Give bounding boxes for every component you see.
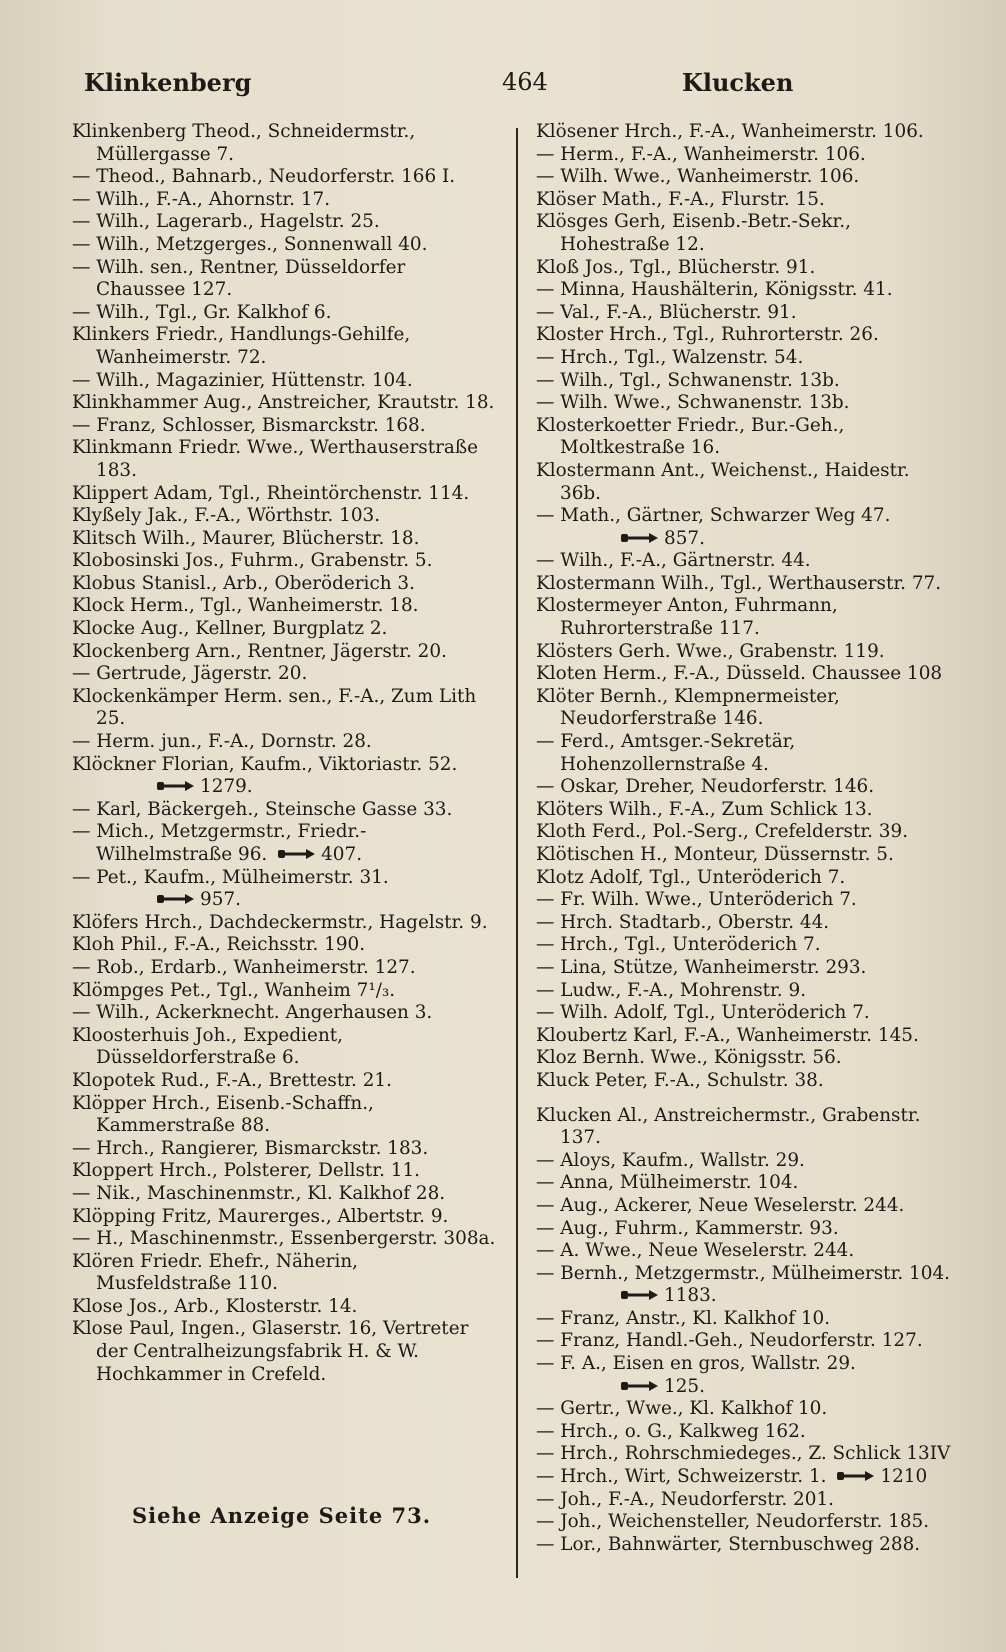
directory-entry <box>72 1296 498 1319</box>
entry-text: — Wilh., Metzgerges., Sonnenwall 40. <box>72 233 428 255</box>
column-divider <box>516 128 518 1578</box>
entry-text: — Hrch., Rohrschmiedeges., Z. Schlick 13IV <box>536 1443 951 1465</box>
directory-entry <box>536 889 954 912</box>
directory-entry <box>536 144 954 167</box>
directory-entry <box>536 1195 954 1218</box>
entry-text: Kloster Hrch., Tgl., Ruhrorterstr. 26. <box>536 324 879 346</box>
directory-entry <box>536 1025 954 1048</box>
entry-text: Klinkmann Friedr. Wwe., Werthauserstraße 183. <box>72 437 479 481</box>
entry-text: Klockenberg Arn., Rentner, Jägerstr. 20. <box>72 640 447 662</box>
directory-entry <box>536 415 954 460</box>
directory-entry <box>72 324 498 369</box>
entry-text: Klose Paul, Ingen., Glaserstr. 16, Vertreter der Centralheizungsfabrik H. & W. Hochkammer in Crefeld. <box>72 1318 469 1385</box>
entry-text: Klockenkämper Herm. sen., F.-A., Zum Lith 25. <box>72 685 477 730</box>
entry-text: — Aug., Ackerer, Neue Weselerstr. 244. <box>536 1194 905 1216</box>
entry-text: — Wilh. sen., Rentner, Düsseldorfer Chaussee 127. <box>72 256 406 301</box>
entry-text: Klinkers Friedr., Handlungs-Gehilfe, Wanheimerstr. 72. <box>72 324 411 368</box>
directory-entry <box>536 211 954 256</box>
directory-entry <box>72 1160 498 1183</box>
directory-entry <box>536 370 954 393</box>
entry-text: — Joh., Weichensteller, Neudorferstr. 185. <box>536 1511 930 1533</box>
directory-entry <box>72 1025 498 1070</box>
directory-entry <box>536 550 954 573</box>
directory-entry <box>72 595 498 618</box>
directory-entry <box>536 799 954 822</box>
directory-entry <box>536 776 954 799</box>
entry-text: Klömpges Pet., Tgl., Wanheim 7¹/₃. <box>72 979 396 1001</box>
entry-text: Klöpping Fritz, Maurerges., Albertstr. 9. <box>72 1205 449 1227</box>
entry-text: — Lor., Bahnwärter, Sternbuschweg 288. <box>536 1533 921 1555</box>
directory-entry <box>536 505 954 550</box>
directory-entry <box>536 595 954 640</box>
directory-entry <box>72 1183 498 1206</box>
entry-text: — Wilh., F.-A., Ahornstr. 17. <box>72 188 331 210</box>
section-gap <box>536 1093 954 1105</box>
entry-text: Klocke Aug., Kellner, Burgplatz 2. <box>72 618 388 640</box>
entry-text: — Bernh., Metzgermstr., Mülheimerstr. 104. <box>536 1262 950 1284</box>
entry-text: — Wilh., Magazinier, Hüttenstr. 104. <box>72 369 413 391</box>
phone-number: 1183. <box>664 1285 717 1307</box>
directory-entry <box>72 1138 498 1161</box>
phone-line <box>96 776 498 799</box>
telephone-icon <box>620 1288 660 1302</box>
entry-text: Klösener Hrch., F.-A., Wanheimerstr. 106. <box>536 121 924 142</box>
entry-text: — Fr. Wilh. Wwe., Unteröderich 7. <box>536 889 857 911</box>
directory-entry <box>536 980 954 1003</box>
entry-text: — Gertrude, Jägerstr. 20. <box>72 663 308 685</box>
entry-text: — Joh., F.-A., Neudorferstr. 201. <box>536 1488 835 1510</box>
entry-text: — Hrch., Rangierer, Bismarckstr. 183. <box>72 1137 429 1159</box>
entry-text: — Wilh., Tgl., Gr. Kalkhof 6. <box>72 301 332 323</box>
entry-text: — Rob., Erdarb., Wanheimerstr. 127. <box>72 956 416 978</box>
entry-text: — Ferd., Amtsger.-Sekretär, Hohenzollernstraße 4. <box>536 731 796 775</box>
entry-text: — A. Wwe., Neue Weselerstr. 244. <box>536 1240 855 1262</box>
entry-text: Klöpper Hrch., Eisenb.-Schaffn., Kammerstraße 88. <box>72 1092 374 1137</box>
directory-entry <box>72 731 498 754</box>
entry-text: — Wilh. Wwe., Schwanenstr. 13b. <box>536 392 850 414</box>
entry-text: Klobosinski Jos., Fuhrm., Grabenstr. 5. <box>72 550 433 572</box>
directory-entry <box>536 1443 954 1466</box>
entry-text: — Hrch., Tgl., Walzenstr. 54. <box>536 346 804 368</box>
directory-entry <box>536 1511 954 1534</box>
directory-entry <box>72 1002 498 1025</box>
phone-number: 1210 <box>880 1466 928 1488</box>
directory-entry <box>536 686 954 731</box>
telephone-icon <box>620 1379 660 1393</box>
directory-entry <box>72 618 498 641</box>
directory-entry <box>536 731 954 776</box>
phone-line <box>96 889 498 912</box>
entry-text: Klösters Gerh. Wwe., Grabenstr. 119. <box>536 640 885 662</box>
entry-text: Klöfers Hrch., Dachdeckermstr., Hagelstr. 9. <box>72 911 488 933</box>
entry-text: Klinkenberg Theod., Schneidermstr., Müllergasse 7. <box>72 121 416 165</box>
entry-text: — Wilh., Tgl., Schwanenstr. 13b. <box>536 369 840 391</box>
directory-entry <box>72 370 498 393</box>
directory-entry <box>72 799 498 822</box>
entry-text: — Herm. jun., F.-A., Dornstr. 28. <box>72 731 372 753</box>
entry-text: — Oskar, Dreher, Neudorferstr. 146. <box>536 776 875 798</box>
entry-text: Klören Friedr. Ehefr., Näherin, Musfeldstraße 110. <box>72 1250 359 1295</box>
directory-entry <box>536 844 954 867</box>
phone-number: 857. <box>664 527 705 549</box>
directory-entry <box>536 1330 954 1353</box>
directory-entry <box>536 302 954 325</box>
entry-text: — H., Maschinenmstr., Essenbergerstr. 308a. <box>72 1228 496 1250</box>
entry-text: — Anna, Mülheimerstr. 104. <box>536 1172 799 1194</box>
directory-entry <box>72 1228 498 1251</box>
entry-text: — Hrch. Stadtarb., Oberstr. 44. <box>536 911 830 933</box>
directory-entry <box>72 1318 498 1386</box>
directory-entry <box>72 1251 498 1296</box>
directory-entry <box>536 641 954 664</box>
entry-text: Klinkhammer Aug., Anstreicher, Krautstr. 18. <box>72 392 495 414</box>
entry-text: Kloosterhuis Joh., Expedient, Düsseldorferstraße 6. <box>72 1024 344 1069</box>
directory-entry <box>72 211 498 234</box>
directory-entry <box>72 166 498 189</box>
directory-entry <box>536 867 954 890</box>
directory-entry <box>72 550 498 573</box>
entry-text: Kloth Ferd., Pol.-Serg., Crefelderstr. 39. <box>536 821 909 843</box>
directory-entry <box>536 1172 954 1195</box>
directory-entry <box>536 934 954 957</box>
entry-text: — Franz, Schlosser, Bismarckstr. 168. <box>72 414 426 436</box>
directory-entry <box>536 957 954 980</box>
entry-text: Klöters Wilh., F.-A., Zum Schlick 13. <box>536 798 873 820</box>
entry-text: Klotz Adolf, Tgl., Unteröderich 7. <box>536 866 846 888</box>
directory-entry <box>536 1308 954 1331</box>
entry-text: Kluck Peter, F.-A., Schulstr. 38. <box>536 1069 824 1091</box>
entry-text: Klösges Gerh, Eisenb.-Betr.-Sekr., Hohestraße 12. <box>536 211 851 255</box>
directory-entry <box>72 415 498 438</box>
entry-text: Klucken Al., Anstreichermstr., Grabenstr. 137. <box>536 1104 921 1149</box>
phone-line <box>560 1376 954 1399</box>
directory-entry <box>536 257 954 280</box>
entry-text: — Nik., Maschinenmstr., Kl. Kalkhof 28. <box>72 1182 446 1204</box>
entry-text: Klostermann Ant., Weichenst., Haidestr. 36b. <box>536 459 910 504</box>
entry-text: — Wilh., Lagerarb., Hagelstr. 25. <box>72 211 380 233</box>
entry-text: — Karl, Bäckergeh., Steinsche Gasse 33. <box>72 798 453 820</box>
directory-entry <box>72 573 498 596</box>
right-column <box>536 121 954 1556</box>
directory-entry <box>72 121 498 166</box>
directory-entry <box>536 279 954 302</box>
directory-entry <box>72 980 498 1003</box>
directory-entry <box>72 528 498 551</box>
directory-entry <box>72 957 498 980</box>
entry-text: — Math., Gärtner, Schwarzer Weg 47. <box>536 505 891 527</box>
entry-text: — Aloys, Kaufm., Wallstr. 29. <box>536 1149 805 1171</box>
page-number: 464 <box>502 68 548 96</box>
phone-line <box>560 1285 954 1308</box>
directory-entry <box>536 1489 954 1512</box>
entry-text: — Lina, Stütze, Wanheimerstr. 293. <box>536 956 867 978</box>
directory-entry <box>72 686 498 731</box>
directory-entry <box>536 1105 954 1150</box>
phone-number: 407. <box>321 844 363 865</box>
entry-text: Kloubertz Karl, F.-A., Wanheimerstr. 145. <box>536 1024 919 1046</box>
directory-entry <box>536 821 954 844</box>
directory-entry <box>72 641 498 664</box>
directory-entry <box>536 166 954 189</box>
directory-entry <box>536 1466 954 1489</box>
directory-entry <box>536 573 954 596</box>
entry-text: — Wilh. Wwe., Wanheimerstr. 106. <box>536 166 860 188</box>
entry-text: — Franz, Anstr., Kl. Kalkhof 10. <box>536 1307 831 1329</box>
directory-entry <box>72 821 498 866</box>
directory-entry <box>536 663 954 686</box>
entry-text: Klopotek Rud., F.-A., Brettestr. 21. <box>72 1069 392 1091</box>
entry-text: Klyßely Jak., F.-A., Wörthstr. 103. <box>72 505 381 527</box>
directory-entry <box>536 1421 954 1444</box>
directory-entry <box>72 505 498 528</box>
directory-entry <box>536 121 954 144</box>
telephone-icon <box>620 531 660 545</box>
entry-text: — Hrch., o. G., Kalkweg 162. <box>536 1420 806 1442</box>
entry-text: Klöckner Florian, Kaufm., Viktoriastr. 52. <box>72 753 458 775</box>
entry-text: — Franz, Handl.-Geh., Neudorferstr. 127. <box>536 1330 923 1352</box>
entry-text: Klosterkoetter Friedr., Bur.-Geh., Moltkestraße 16. <box>536 414 845 459</box>
entry-text: — Minna, Haushälterin, Königsstr. 41. <box>536 279 893 301</box>
directory-entry <box>72 867 498 912</box>
directory-entry <box>536 1353 954 1398</box>
phone-number: 1279. <box>200 776 253 798</box>
directory-entry <box>536 1150 954 1173</box>
directory-entry <box>72 234 498 257</box>
entry-text: Klose Jos., Arb., Klosterstr. 14. <box>72 1295 358 1317</box>
telephone-icon <box>156 779 196 793</box>
entry-text: — Mich., Metzgermstr., Friedr.-Wilhelmstraße 96. <box>72 821 367 865</box>
directory-entry <box>536 1218 954 1241</box>
entry-text: — Hrch., Tgl., Unteröderich 7. <box>536 934 821 956</box>
entry-text: Kloß Jos., Tgl., Blücherstr. 91. <box>536 256 816 278</box>
directory-entry <box>536 1240 954 1263</box>
advertisement-note: Siehe Anzeige Seite 73. <box>132 1503 432 1528</box>
entry-text: — Val., F.-A., Blücherstr. 91. <box>536 301 797 323</box>
entry-text: — Wilh., F.-A., Gärtnerstr. 44. <box>536 550 811 572</box>
entry-text: — Gertr., Wwe., Kl. Kalkhof 10. <box>536 1398 828 1420</box>
entry-text: Klippert Adam, Tgl., Rheintörchenstr. 114. <box>72 482 470 504</box>
entry-text: — F. A., Eisen en gros, Wallstr. 29. <box>536 1353 856 1375</box>
directory-entry <box>72 663 498 686</box>
directory-entry <box>72 1206 498 1229</box>
entry-text: Kloppert Hrch., Polsterer, Dellstr. 11. <box>72 1160 421 1182</box>
header-right-keyword: Klucken <box>682 68 794 97</box>
directory-entry <box>72 302 498 325</box>
telephone-icon <box>277 847 317 861</box>
directory-entry <box>536 1070 954 1093</box>
telephone-icon <box>836 1469 876 1483</box>
phone-number: 125. <box>664 1375 705 1397</box>
entry-text: Klobus Stanisl., Arb., Oberöderich 3. <box>72 572 415 594</box>
directory-entry <box>72 483 498 506</box>
entry-text: — Hrch., Wirt, Schweizerstr. 1. <box>536 1466 827 1488</box>
telephone-icon <box>156 892 196 906</box>
entry-text: Kloten Herm., F.-A., Düsseld. Chaussee 108 <box>536 663 943 685</box>
directory-entry <box>536 324 954 347</box>
entry-text: — Theod., Bahnarb., Neudorferstr. 166 I. <box>72 166 456 188</box>
entry-text: Klöter Bernh., Klempnermeister, Neudorferstraße 146. <box>536 685 840 730</box>
page-header <box>72 68 952 102</box>
directory-entry <box>72 257 498 302</box>
phone-number: 957. <box>200 889 241 911</box>
directory-entry <box>536 1047 954 1070</box>
entry-text: — Herm., F.-A., Wanheimerstr. 106. <box>536 143 866 165</box>
left-column <box>72 121 498 1386</box>
entry-text: Klostermann Wilh., Tgl., Werthauserstr. 77. <box>536 572 942 594</box>
entry-text: Klostermeyer Anton, Fuhrmann, Ruhrorterstraße 117. <box>536 595 838 640</box>
entry-text: — Wilh. Adolf, Tgl., Unteröderich 7. <box>536 1002 870 1024</box>
directory-entry <box>536 460 954 505</box>
entry-text: Kloz Bernh. Wwe., Königsstr. 56. <box>536 1047 842 1069</box>
directory-entry <box>72 1093 498 1138</box>
entry-text: — Wilh., Ackerknecht. Angerhausen 3. <box>72 1002 433 1024</box>
entry-text: — Aug., Fuhrm., Kammerstr. 93. <box>536 1217 839 1239</box>
directory-entry <box>536 912 954 935</box>
directory-entry <box>536 392 954 415</box>
directory-entry <box>72 392 498 415</box>
directory-entry <box>72 934 498 957</box>
entry-text: Kloh Phil., F.-A., Reichsstr. 190. <box>72 934 366 956</box>
directory-entry <box>536 1002 954 1025</box>
phone-line <box>560 528 954 551</box>
directory-entry <box>72 437 498 482</box>
directory-entry <box>72 189 498 212</box>
directory-entry <box>536 347 954 370</box>
directory-entry <box>72 912 498 935</box>
header-left-keyword: Klinkenberg <box>84 68 252 97</box>
directory-entry <box>536 1534 954 1557</box>
directory-entry <box>72 1070 498 1093</box>
directory-entry <box>536 1263 954 1308</box>
entry-text: Klöser Math., F.-A., Flurstr. 15. <box>536 188 825 210</box>
entry-text: Klock Herm., Tgl., Wanheimerstr. 18. <box>72 595 419 617</box>
entry-text: Klötischen H., Monteur, Düssernstr. 5. <box>536 844 894 865</box>
directory-entry <box>72 754 498 799</box>
entry-text: — Pet., Kaufm., Mülheimerstr. 31. <box>72 866 389 888</box>
entry-text: Klitsch Wilh., Maurer, Blücherstr. 18. <box>72 527 420 549</box>
directory-entry <box>536 1398 954 1421</box>
directory-entry <box>536 189 954 212</box>
entry-text: — Ludw., F.-A., Mohrenstr. 9. <box>536 979 807 1001</box>
